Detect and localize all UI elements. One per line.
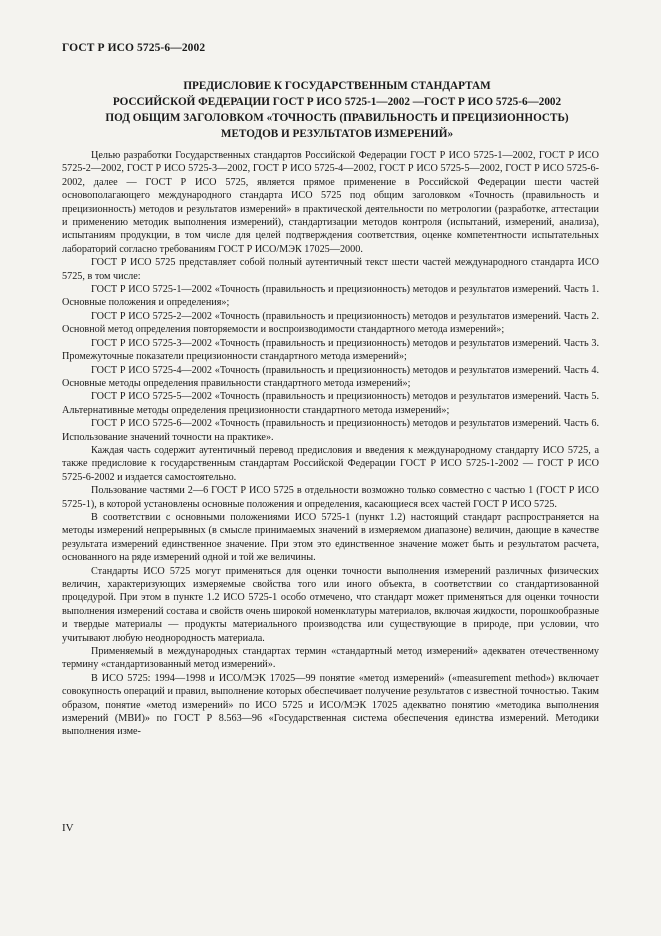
title-line: ПОД ОБЩИМ ЗАГОЛОВКОМ «ТОЧНОСТЬ (ПРАВИЛЬНОСТЬ И ПРЕЦИЗИОННОСТЬ) (105, 112, 569, 124)
section-title (62, 78, 612, 142)
paragraph: В соответствии с основными положениями ИСО 5725-1 (пункт 1.2) настоящий стандарт распространяется на методы измерений непрерывных (в смысле принимаемых значений в измеряемом диапазоне) величин, дающие в качестве результата измерений единственное значение. При этом это единственное значение может быть и результатом расчета, основанного на ряде измерений одной и той же величины. (62, 511, 599, 564)
document-header-id: ГОСТ Р ИСО 5725-6—2002 (62, 42, 206, 54)
body-text (62, 149, 599, 739)
paragraph: ГОСТ Р ИСО 5725-2—2002 «Точность (правильность и прецизионность) методов и результатов измерений. Часть 2. Основной метод определения повторяемости и воспроизводимости стандартного метода измерений»; (62, 310, 599, 336)
paragraph: ГОСТ Р ИСО 5725-1—2002 «Точность (правильность и прецизионность) методов и результатов измерений. Часть 1. Основные положения и определения»; (62, 284, 599, 309)
title-line: МЕТОДОВ И РЕЗУЛЬТАТОВ ИЗМЕРЕНИЙ» (220, 128, 454, 140)
paragraph: ГОСТ Р ИСО 5725-6—2002 «Точность (правильность и прецизионность) методов и результатов измерений. Часть 6. Использование значений точности на практике». (62, 418, 599, 443)
paragraph: Стандарты ИСО 5725 могут применяться для оценки точности выполнения измерений различных физических величин, характеризующих измеряемые свойства того или иного объекта, в соответствии со стандартизованной процедурой. При этом в пункте 1.2 ИСО 5725-1 особо отмечено, что стандарт может применяться для оценки точности выполнения измерений состава и свойств очень широкой номенклатуры материалов, включая жидкости, порошкообразные и твердые материалы — продукты материального производства или существующие в природе, при условии, что учитывают любую неоднородность материала. (62, 565, 599, 644)
paragraph: Применяемый в международных стандартах термин «стандартный метод измерений» адекватен отечественному термину «стандартизованный метод измерений». (62, 646, 599, 671)
paragraph: Целью разработки Государственных стандартов Российской Федерации ГОСТ Р ИСО 5725-1—2002, ГОСТ Р ИСО 5725-2—2002, ГОСТ Р ИСО 5725-3—2002, ГОСТ Р ИСО 5725-4—2002, ГОСТ Р ИСО 5725-5—2002, ГОСТ Р ИСО 5725-6-2002, далее — ГОСТ Р ИСО 5725, является прямое применение в Российской Федерации шести частей основополагающего международного стандарта ИСО 5725 под общим заголовком «Точность (правильность и прецизионность) методов и результатов измерений» в практической деятельности по метрологии (разработке, аттестации и применению методик выполнения измерений), стандартизации методов контроля (испытаний, измерений, анализа), испытаниям продукции, в том числе для целей подтверждения соответствия, оценке компетентности испытательных лабораторий согласно требованиям ГОСТ Р ИСО/МЭК 17025—2000. (62, 150, 599, 255)
paragraph: ГОСТ Р ИСО 5725 представляет собой полный аутентичный текст шести частей международного стандарта ИСО 5725, в том числе: (62, 257, 599, 282)
paragraph: В ИСО 5725: 1994—1998 и ИСО/МЭК 17025—99 понятие «метод измерений» («measurement method») включает совокупность операций и правил, выполнение которых обеспечивает получение результатов с известной точностью. Таким образом, понятие «метод измерений» по ИСО 5725 и ИСО/МЭК 17025 адекватно понятию «методика выполнения измерений (МВИ)» по ГОСТ Р 8.563—96 «Государственная система обеспечения единства измерений. Методики выполнения изме- (62, 672, 599, 738)
paragraph: ГОСТ Р ИСО 5725-3—2002 «Точность (правильность и прецизионность) методов и результатов измерений. Часть 3. Промежуточные показатели прецизионности стандартного метода измерений»; (62, 337, 599, 363)
paragraph: Каждая часть содержит аутентичный перевод предисловия и введения к международному стандарту ИСО 5725, а также предисловие к государственным стандартам Российской Федерации ГОСТ Р ИСО 5725-1-2002 — ГОСТ Р ИСО 5725-6-2002 и издается самостоятельно. (62, 444, 599, 483)
paragraph: ГОСТ Р ИСО 5725-5—2002 «Точность (правильность и прецизионность) методов и результатов измерений. Часть 5. Альтернативные методы определения прецизионности стандартного метода измерений»; (62, 391, 599, 416)
paragraph: Пользование частями 2—6 ГОСТ Р ИСО 5725 в отдельности возможно только совместно с частью 1 (ГОСТ Р ИСО 5725-1), в которой установлены основные положения и определения, касающиеся всех частей ГОСТ Р ИСО 5725. (62, 485, 599, 510)
page-number: IV (62, 822, 74, 834)
paragraph: ГОСТ Р ИСО 5725-4—2002 «Точность (правильность и прецизионность) методов и результатов измерений. Часть 4. Основные методы определения правильности стандартного метода измерений»; (62, 364, 599, 389)
title-line: ПРЕДИСЛОВИЕ К ГОСУДАРСТВЕННЫМ СТАНДАРТАМ (183, 80, 491, 92)
title-line: РОССИЙСКОЙ ФЕДЕРАЦИИ ГОСТ Р ИСО 5725-1—2002 —ГОСТ Р ИСО 5725-6—2002 (112, 96, 562, 108)
